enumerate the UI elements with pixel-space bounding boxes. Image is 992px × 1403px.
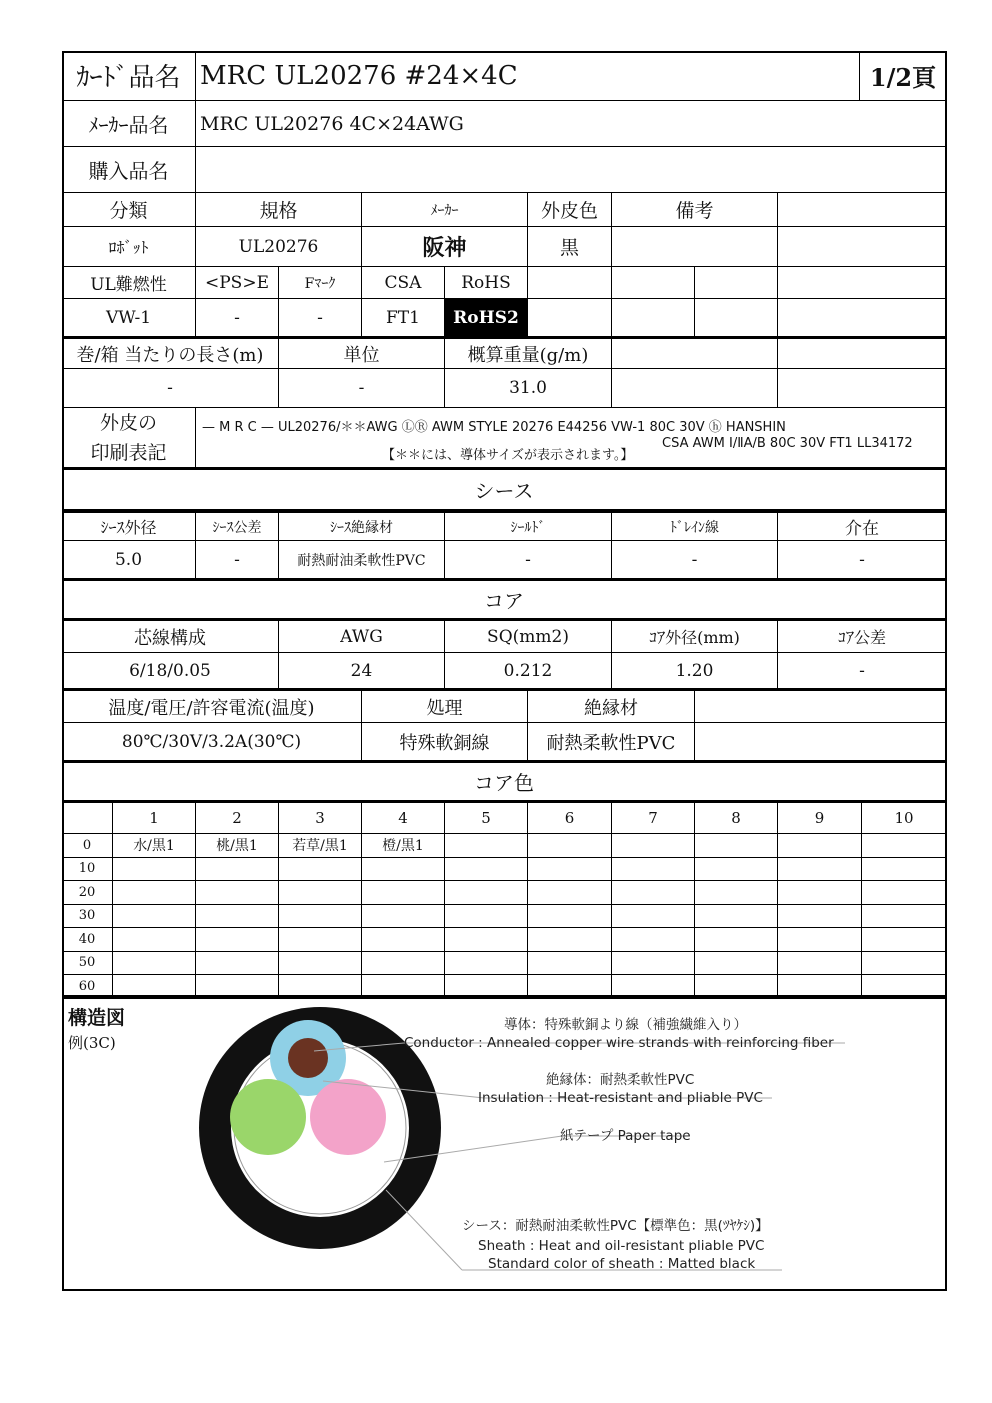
core-color-cell <box>362 858 445 882</box>
core-header-rating: 温度/電圧/許容電流(温度) <box>62 691 362 723</box>
core-color-column-header: 6 <box>528 803 612 834</box>
core-color-cell <box>862 952 947 976</box>
core-color-cell <box>778 881 862 905</box>
core-color-cell <box>695 928 778 952</box>
core-color-cell <box>196 858 279 882</box>
sheath-section-title: シース <box>62 470 947 510</box>
core-color-column-header: 7 <box>612 803 695 834</box>
card-name-label: ｶｰﾄﾞ品名 <box>62 51 196 101</box>
core-color-cell <box>862 928 947 952</box>
cert-blank-value-4 <box>778 299 947 337</box>
core-color-cell <box>196 952 279 976</box>
paper-tape-label: 紙テープ Paper tape <box>560 1128 691 1144</box>
cable-cross-section <box>62 999 947 1291</box>
core-treatment-value: 特殊軟銅線 <box>362 723 528 761</box>
insulation-jp-label: 絶縁体：耐熱柔軟性PVC <box>546 1072 695 1088</box>
length-blank-value-2 <box>778 369 947 408</box>
core-header-blank <box>695 691 947 723</box>
core-color-cell <box>528 952 612 976</box>
cert-header-blank-4 <box>778 267 947 299</box>
cert-header-ul-flame: UL難燃性 <box>62 267 196 299</box>
core-blank-value <box>695 723 947 761</box>
core-sq-value: 0.212 <box>445 653 612 689</box>
core-color-column-header: 5 <box>445 803 528 834</box>
conductor <box>288 1038 328 1078</box>
core-color-cell <box>279 952 362 976</box>
core-color-cell <box>362 881 445 905</box>
insulation-en-label: Insulation : Heat-resistant and pliable PVC <box>478 1090 763 1106</box>
structure-diagram <box>62 999 947 1291</box>
core-color-cell <box>445 952 528 976</box>
core-color-column-header: 1 <box>113 803 196 834</box>
core-color-cell <box>445 881 528 905</box>
cert-blank-value-1 <box>528 299 612 337</box>
core-color-cell <box>279 858 362 882</box>
core-color-cell <box>113 928 196 952</box>
core-color-cell <box>445 858 528 882</box>
length-header-per-reel: 巻/箱 当たりの長さ(m) <box>62 339 279 369</box>
core-color-column-header: 10 <box>862 803 947 834</box>
core-color-cell <box>445 928 528 952</box>
core-color-row-label: 50 <box>62 952 113 976</box>
core-color-cell: 橙/黒1 <box>362 834 445 858</box>
info-standard-value: UL20276 <box>196 227 362 267</box>
core-color-cell <box>612 928 695 952</box>
core-color-cell <box>612 952 695 976</box>
sheath-header-od: ｼｰｽ外径 <box>62 513 196 541</box>
printing-label-line-1: 外皮の <box>99 411 157 434</box>
core-color-cell: 若草/黒1 <box>279 834 362 858</box>
core-pink <box>310 1079 386 1155</box>
sheath-shield-value: - <box>445 541 612 579</box>
length-per-reel-value: - <box>62 369 279 408</box>
core-color-cell <box>612 834 695 858</box>
cert-ul-flame-value: VW-1 <box>62 299 196 337</box>
purchase-name-value <box>196 147 947 193</box>
page-number: 1/2頁 <box>860 51 947 101</box>
info-header-remarks: 備考 <box>612 193 778 227</box>
core-color-cell <box>113 905 196 929</box>
core-header-awg: AWG <box>279 621 445 653</box>
core-color-cell <box>362 928 445 952</box>
core-color-cell <box>279 905 362 929</box>
core-color-cell <box>113 952 196 976</box>
printing-label <box>62 408 196 468</box>
info-extra-value <box>778 227 947 267</box>
core-awg-value: 24 <box>279 653 445 689</box>
core-color-cell <box>695 905 778 929</box>
sheath-header-drain: ﾄﾞﾚｲﾝ線 <box>612 513 778 541</box>
info-maker-value: 阪神 <box>362 227 528 267</box>
core-color-cell <box>196 881 279 905</box>
sheath-jp-label: シース：耐熱耐油柔軟性PVC【標準色：黒(ﾂﾔｹｼ)】 <box>462 1218 769 1234</box>
rohs-badge: RoHS2 <box>445 299 528 337</box>
core-color-cell <box>695 858 778 882</box>
cert-header-rohs: RoHS <box>445 267 528 299</box>
core-color-cell <box>196 905 279 929</box>
core-construction-value: 6/18/0.05 <box>62 653 279 689</box>
core-header-tolerance: ｺｱ公差 <box>778 621 947 653</box>
core-color-cell <box>695 881 778 905</box>
cert-blank-value-3 <box>695 299 778 337</box>
card-name-value: MRC UL20276 #24×4C <box>196 51 860 101</box>
core-color-cell: 水/黒1 <box>113 834 196 858</box>
core-color-column-header: 9 <box>778 803 862 834</box>
core-color-cell <box>862 858 947 882</box>
conductor-en-label: Conductor : Annealed copper wire strands with reinforcing fiber <box>404 1035 834 1051</box>
printing-line-3: CSA AWM I/ⅡA/B 80C 30V FT1 LL34172 <box>662 436 913 451</box>
core-color-cell <box>778 834 862 858</box>
length-header-unit: 単位 <box>279 339 445 369</box>
maker-name-label: ﾒｰｶｰ品名 <box>62 101 196 147</box>
core-color-cell <box>362 905 445 929</box>
core-color-cell <box>862 905 947 929</box>
core-header-construction: 芯線構成 <box>62 621 279 653</box>
core-color-column-header: 4 <box>362 803 445 834</box>
core-color-cell <box>279 881 362 905</box>
core-header-insulation: 絶縁材 <box>528 691 695 723</box>
core-color-cell <box>445 834 528 858</box>
core-color-cell <box>612 858 695 882</box>
core-color-title: コア色 <box>62 763 947 801</box>
cert-pse-value: - <box>196 299 279 337</box>
core-color-cell <box>695 952 778 976</box>
core-rating-value: 80℃/30V/3.2A(30℃) <box>62 723 362 761</box>
printing-line-2: 【＊＊には、導体サイズが表示されます。】 <box>382 448 634 463</box>
sheath-color-label: Standard color of sheath : Matted black <box>488 1256 756 1272</box>
sheath-tolerance-value: - <box>196 541 279 579</box>
info-header-standard: 規格 <box>196 193 362 227</box>
conductor-jp-label: 導体：特殊軟銅より線（補強繊維入り） <box>504 1017 747 1033</box>
structure-example: 例(3C) <box>68 1034 116 1052</box>
info-category-value: ﾛﾎﾞｯﾄ <box>62 227 196 267</box>
cert-header-blank-2 <box>612 267 695 299</box>
sheath-od-value: 5.0 <box>62 541 196 579</box>
info-remarks-value <box>612 227 778 267</box>
core-color-cell <box>778 905 862 929</box>
sheath-header-material: ｼｰｽ絶縁材 <box>279 513 445 541</box>
core-color-cell <box>778 928 862 952</box>
core-color-cell <box>695 834 778 858</box>
core-section-title: コア <box>62 581 947 619</box>
sheath-header-filler: 介在 <box>778 513 947 541</box>
core-color-cell <box>113 881 196 905</box>
core-color-row-label: 40 <box>62 928 113 952</box>
length-header-blank-2 <box>778 339 947 369</box>
cert-header-blank-1 <box>528 267 612 299</box>
core-color-cell <box>528 858 612 882</box>
length-unit-value: - <box>279 369 445 408</box>
structure-title: 構造図 <box>68 1007 126 1029</box>
sheath-header-shield: ｼｰﾙﾄﾞ <box>445 513 612 541</box>
core-color-cell <box>362 952 445 976</box>
core-color-cell <box>528 834 612 858</box>
cert-header-f-mark: Fﾏｰｸ <box>279 267 362 299</box>
core-color-row-label: 0 <box>62 834 113 858</box>
cert-csa-value: FT1 <box>362 299 445 337</box>
core-header-sq: SQ(mm2) <box>445 621 612 653</box>
core-od-value: 1.20 <box>612 653 778 689</box>
info-header-maker: ﾒｰｶｰ <box>362 193 528 227</box>
core-color-row-label: 60 <box>62 975 113 999</box>
core-header-od: ｺｱ外径(mm) <box>612 621 778 653</box>
cert-blank-value-2 <box>612 299 695 337</box>
sheath-header-tolerance: ｼｰｽ公差 <box>196 513 279 541</box>
length-header-blank-1 <box>612 339 778 369</box>
core-color-corner <box>62 803 113 834</box>
core-color-cell <box>528 928 612 952</box>
sheath-material-value: 耐熱耐油柔軟性PVC <box>279 541 445 579</box>
core-color-cell <box>196 928 279 952</box>
purchase-name-label: 購入品名 <box>62 147 196 193</box>
core-tolerance-value: - <box>778 653 947 689</box>
core-color-cell <box>445 905 528 929</box>
core-color-cell <box>862 834 947 858</box>
core-color-cell <box>612 881 695 905</box>
core-color-cell <box>528 881 612 905</box>
core-color-column-header: 8 <box>695 803 778 834</box>
cert-f-mark-value: - <box>279 299 362 337</box>
printing-text-area <box>196 408 947 468</box>
core-color-column-header: 3 <box>279 803 362 834</box>
cert-header-csa: CSA <box>362 267 445 299</box>
core-color-row-label: 10 <box>62 858 113 882</box>
core-color-cell <box>862 881 947 905</box>
sheath-filler-value: - <box>778 541 947 579</box>
core-color-cell: 桃/黒1 <box>196 834 279 858</box>
info-header-sheath-color: 外皮色 <box>528 193 612 227</box>
core-color-column-header: 2 <box>196 803 279 834</box>
core-color-cell <box>778 952 862 976</box>
core-header-treatment: 処理 <box>362 691 528 723</box>
spec-card-sheet <box>62 51 947 1291</box>
info-header-category: 分類 <box>62 193 196 227</box>
core-color-cell <box>528 905 612 929</box>
cert-header-blank-3 <box>695 267 778 299</box>
length-blank-value-1 <box>612 369 778 408</box>
length-header-weight: 概算重量(g/m) <box>445 339 612 369</box>
sheath-en-label: Sheath : Heat and oil-resistant pliable PVC <box>478 1238 765 1254</box>
core-color-cell <box>778 858 862 882</box>
core-color-row-label: 30 <box>62 905 113 929</box>
core-insulation-value: 耐熱柔軟性PVC <box>528 723 695 761</box>
core-green <box>230 1079 306 1155</box>
core-color-cell <box>113 858 196 882</box>
cert-header-pse: <PS>E <box>196 267 279 299</box>
core-color-cell <box>612 905 695 929</box>
core-color-row-label: 20 <box>62 881 113 905</box>
info-header-extra <box>778 193 947 227</box>
printing-line-1: — M R C — UL20276/＊＊AWG ⓁⓇ AWM STYLE 20276 E44256 VW-1 80C 30V ⓗ HANSHIN <box>202 420 786 435</box>
maker-name-value: MRC UL20276 4C×24AWG <box>196 101 947 147</box>
info-sheath-color-value: 黒 <box>528 227 612 267</box>
core-color-cell <box>279 928 362 952</box>
sheath-drain-value: - <box>612 541 778 579</box>
printing-label-line-2: 印刷表記 <box>90 441 167 464</box>
length-weight-value: 31.0 <box>445 369 612 408</box>
